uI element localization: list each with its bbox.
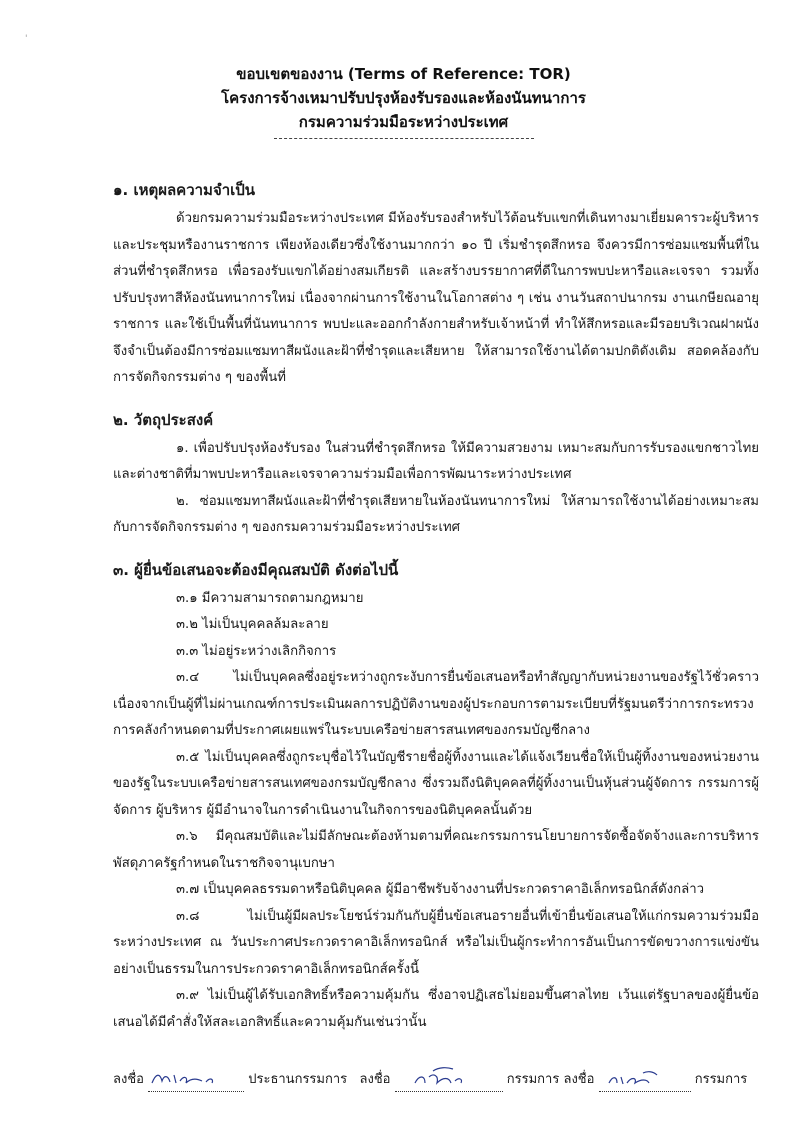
document-body bbox=[113, 178, 759, 1036]
signature-member-1 bbox=[395, 1073, 503, 1092]
signature-member-2 bbox=[599, 1073, 691, 1092]
handwritten-signature-icon bbox=[599, 1067, 691, 1089]
sign-label: ลงชื่อ bbox=[563, 1072, 595, 1087]
department-name: กรมความร่วมมือระหว่างประเทศ bbox=[298, 113, 509, 131]
project-title: โครงการจ้างเหมาปรับปรุงห้องรับรองและห้องนันทนาการ bbox=[221, 89, 586, 107]
sign-label: ลงชื่อ bbox=[113, 1072, 144, 1087]
section-3-item: ๓.๔ ไม่เป็นบุคคลซึ่งอยู่ระหว่างถูกระงับการยื่นข้อเสนอหรือทำสัญญากับหน่วยงานของรัฐไว้ชั่วคราวเนื่องจากเป็นผู้ที่ไม่ผ่านเกณฑ์การประเมินผลการปฏิบัติงานของผู้ประกอบการตามระเบียบที่รัฐมนตรีว่าการกระทรวงการคลังกำหนดตามที่ประกาศเผยแพร่ในระบบเครือข่ายสารสนเทศของกรมบัญชีกลาง bbox=[113, 670, 759, 738]
section-3-title: ๓. ผู้ยื่นข้อเสนอจะต้องมีคุณสมบัติ ดังต่อไปนี้ bbox=[113, 560, 399, 579]
section-1-title: ๑. เหตุผลความจำเป็น bbox=[113, 181, 256, 199]
section-2-title: ๒. วัตถุประสงค์ bbox=[113, 410, 214, 429]
role-member: กรรมการ bbox=[694, 1072, 748, 1087]
section-2-item: ๑. เพื่อปรับปรุงห้องรับรอง ในส่วนที่ชำรุดสึกหรอ ให้มีความสวยงาม เหมาะสมกับการรับรองแขกชาวไทยและต่างชาติที่มาพบปะหารือและเจรจาความร่วมมือเพื่อการพัฒนาระหว่างประเทศ bbox=[113, 440, 759, 482]
role-chairman: ประธานกรรมการ bbox=[248, 1072, 348, 1087]
section-3-item: ๓.๓ ไม่อยู่ระหว่างเลิกกิจการ bbox=[176, 643, 337, 659]
header-divider bbox=[274, 138, 534, 139]
section-1-body: ด้วยกรมความร่วมมือระหว่างประเทศ มีห้องรับรองสำหรับไว้ต้อนรับแขกที่เดินทางมาเยี่ยมคารวะผู้บริหารและประชุมหรืองานราชการ เพียงห้องเดียวซึ่งใช้งานมากกว่า ๑๐ ปี เริ่มชำรุดสึกหรอ จึงควรมีการซ่อมแซมพื้นที่ในส่วนที่ชำรุดสึกหรอ เพื่อรองรับแขกได้อย่างสมเกียรติ และสร้างบรรยากาศที่ดีในการพบปะหารือและเจรจา รวมทั้งปรับปรุงทาสีห้องนันทนาการใหม่ เนื่องจากผ่านการใช้งานในโอกาสต่าง ๆ เช่น งานวันสถาปนากรม งานเกษียณอายุราชการ และใช้เป็นพื้นที่นันทนาการ พบปะและออกกำลังกายสำหรับเจ้าหน้าที่ ทำให้สึกหรอและมีรอยบริเวณฝาผนัง จึงจำเป็นต้องมีการซ่อมแซมทาสีผนังและฝ้าที่ชำรุดและเสียหาย ให้สามารถใช้งานได้ตามปกติดังเดิม สอดคล้องกับการจัดกิจกรรมต่าง ๆ ของพื้นที่ bbox=[113, 211, 759, 385]
section-3-item: ๓.๖ มีคุณสมบัติและไม่มีลักษณะต้องห้ามตามที่คณะกรรมการนโยบายการจัดซื้อจัดจ้างและการบริหารพัสดุภาครัฐกำหนดในราชกิจจานุเบกษา bbox=[113, 829, 759, 871]
section-2-item: ๒. ซ่อมแซมทาสีผนังและฝ้าที่ชำรุดเสียหายในห้องนันทนาการใหม่ ให้สามารถใช้งานได้อย่างเหมาะสมกับการจัดกิจกรรมต่าง ๆ ของกรมความร่วมมือระหว่างประเทศ bbox=[113, 493, 759, 535]
signature-row bbox=[113, 1068, 773, 1092]
document-title: ขอบเขตของงาน (Terms of Reference: TOR) bbox=[236, 65, 571, 83]
section-3-item: ๓.๙ ไม่เป็นผู้ได้รับเอกสิทธิ์หรือความคุ้มกัน ซึ่งอาจปฏิเสธไม่ยอมขึ้นศาลไทย เว้นแต่รัฐบาลของผู้ยื่นข้อเสนอได้มีคำสั่งให้สละเอกสิทธิ์และความคุ้มกันเช่นว่านั้น bbox=[113, 988, 759, 1030]
role-member: กรรมการ bbox=[506, 1072, 560, 1087]
handwritten-signature-icon bbox=[395, 1065, 503, 1089]
section-3-item: ๓.๗ เป็นบุคคลธรรมดาหรือนิติบุคคล ผู้มีอาชีพรับจ้างงานที่ประกวดราคาอิเล็กทรอนิกส์ดังกล่าว bbox=[176, 882, 705, 897]
document-header bbox=[0, 62, 807, 139]
section-3-item: ๓.๕ ไม่เป็นบุคคลซึ่งถูกระบุชื่อไว้ในบัญชีรายชื่อผู้ทิ้งงานและได้แจ้งเวียนชื่อให้เป็นผู้ทิ้งงานของหน่วยงานของรัฐในระบบเครือข่ายสารสนเทศของกรมบัญชีกลาง ซึ่งรวมถึงนิติบุคคลที่ผู้ทิ้งงานเป็นหุ้นส่วนผู้จัดการ กรรมการผู้จัดการ ผู้บริหาร ผู้มีอำนาจในการดำเนินงานในกิจการของนิติบุคคลนั้นด้วย bbox=[113, 749, 759, 818]
signature-chair bbox=[148, 1073, 244, 1092]
scan-mark: ' bbox=[25, 34, 28, 44]
section-3-item: ๓.๑ มีความสามารถตามกฎหมาย bbox=[176, 590, 364, 606]
sign-label: ลงชื่อ bbox=[359, 1072, 391, 1087]
handwritten-signature-icon bbox=[148, 1067, 244, 1089]
section-3-item: ๓.๘ ไม่เป็นผู้มีผลประโยชน์ร่วมกันกับผู้ยื่นข้อเสนอรายอื่นที่เข้ายื่นข้อเสนอให้แก่กรมความร่วมมือระหว่างประเทศ ณ วันประกาศประกวดราคาอิเล็กทรอนิกส์ หรือไม่เป็นผู้กระทำการอันเป็นการขัดขวางการแข่งขันอย่างเป็นธรรมในการประกวดราคาอิเล็กทรอนิกส์ครั้งนี้ bbox=[113, 908, 759, 977]
section-3-item: ๓.๒ ไม่เป็นบุคคลล้มละลาย bbox=[176, 617, 329, 632]
